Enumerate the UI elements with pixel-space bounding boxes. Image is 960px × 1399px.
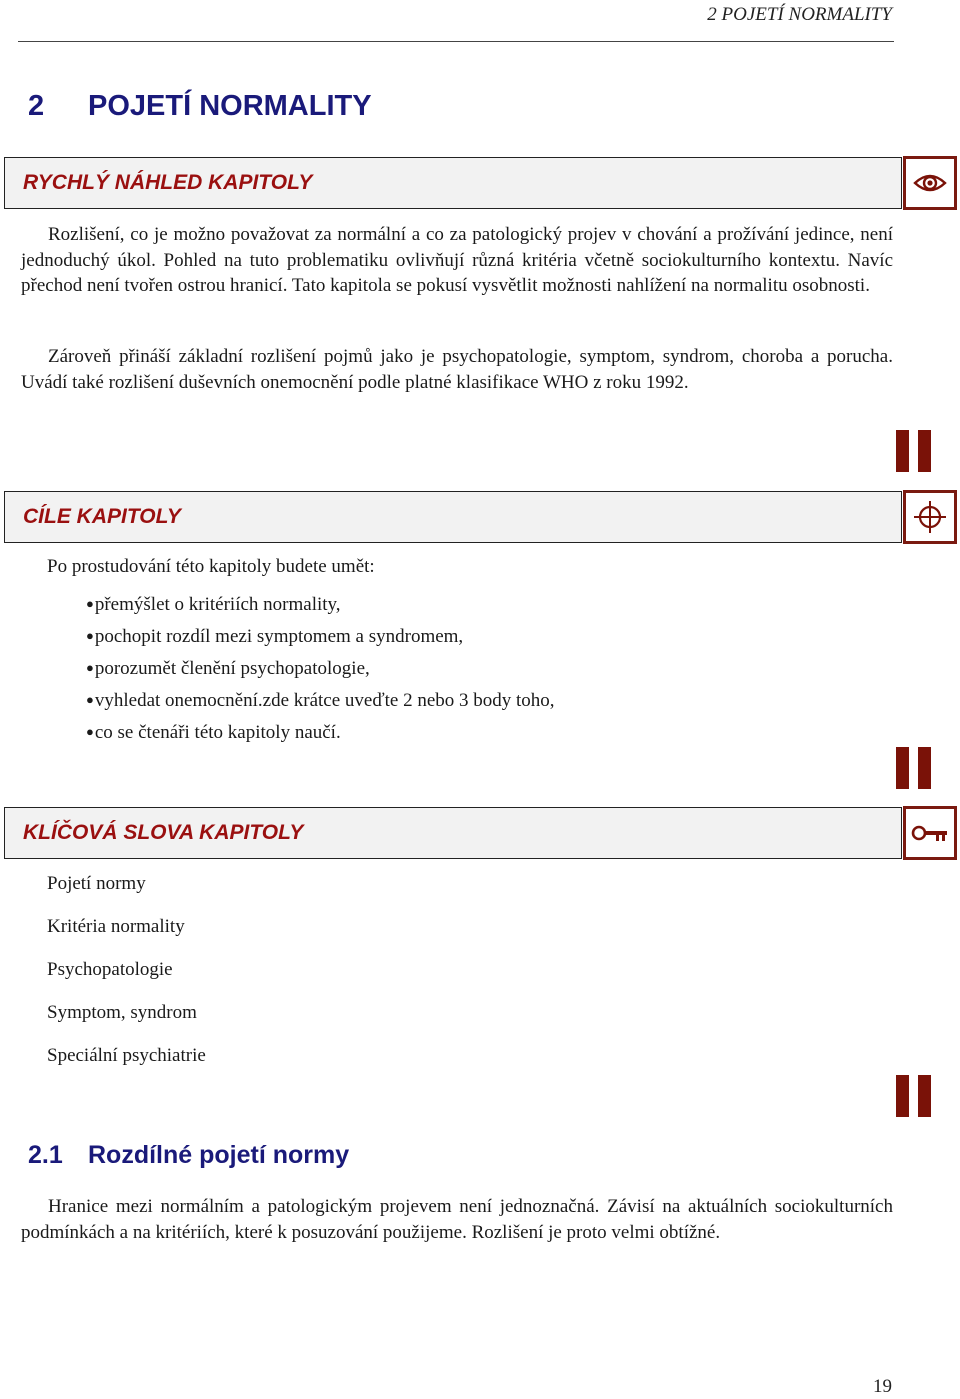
goals-intro: Po prostudování této kapitoly budete umět: xyxy=(47,556,375,577)
overview-paragraph-2: Zároveň přináší základní rozlišení pojmů jako je psychopatologie, symptom, syndrom, choroba a porucha. Uvádí také rozlišení duševních onemocnění podle platné klasifikace WHO z roku 1992. xyxy=(21,346,893,393)
list-item: ●přemýšlet o kritériích normality, xyxy=(86,594,341,615)
key-icon xyxy=(910,821,950,845)
list-item: ●porozumět členění psychopatologie, xyxy=(86,658,370,679)
overview-title: RYCHLÝ NÁHLED KAPITOLY xyxy=(23,171,313,194)
section-paragraph: Hranice mezi normálním a patologickým projevem není jednoznačná. Závisí na aktuálních sociokulturních podmínkách a na kritériích, které k posuzování použijeme. Rozlišení je proto velmi obtížné. xyxy=(21,1196,893,1243)
page-number: 19 xyxy=(873,1376,892,1397)
list-item: ●co se čtenáři této kapitoly naučí. xyxy=(86,722,341,743)
header-rule xyxy=(18,41,894,42)
section-end-mark xyxy=(896,430,932,472)
overview-box-header xyxy=(4,157,902,209)
chapter-title-text: POJETÍ NORMALITY xyxy=(88,90,372,122)
section-title xyxy=(28,1141,349,1170)
list-item: Pojetí normy xyxy=(47,873,146,894)
goals-title: CÍLE KAPITOLY xyxy=(23,505,181,528)
section-end-mark xyxy=(896,1075,932,1117)
section-title-text: Rozdílné pojetí normy xyxy=(88,1141,350,1169)
list-item: ●pochopit rozdíl mezi symptomem a syndromem, xyxy=(86,626,464,647)
list-item: Symptom, syndrom xyxy=(47,1002,197,1023)
keywords-list xyxy=(47,870,206,1085)
keywords-title: KLÍČOVÁ SLOVA KAPITOLY xyxy=(23,821,304,844)
goals-icon-box xyxy=(903,490,957,544)
list-item: Psychopatologie xyxy=(47,959,173,980)
running-head: 2 POJETÍ NORMALITY xyxy=(707,4,892,25)
eye-icon xyxy=(913,172,947,194)
keywords-icon-box xyxy=(903,806,957,860)
keywords-box-header xyxy=(4,807,902,859)
goals-list xyxy=(86,588,555,748)
list-item: Speciální psychiatrie xyxy=(47,1045,206,1066)
chapter-title xyxy=(28,90,372,123)
crosshair-icon xyxy=(912,499,948,535)
list-item: ●vyhledat onemocnění.zde krátce uveďte 2 nebo 3 body toho, xyxy=(86,690,555,711)
section-number: 2.1 xyxy=(28,1141,63,1169)
list-item: Kritéria normality xyxy=(47,916,185,937)
overview-icon-box xyxy=(903,156,957,210)
section-end-mark xyxy=(896,747,932,789)
overview-paragraph-1: Rozlišení, co je možno považovat za normální a co za patologický projev v chování a prožívání jedince, není jednoduchý úkol. Pohled na tuto problematiku ovlivňují různá kritéria včetně sociokulturního kontextu. Navíc přechod není tvořen ostrou hranicí. Tato kapitola se pokusí vysvětlit možnosti nahlížení na normalitu osobnosti. xyxy=(21,224,893,297)
goals-box-header xyxy=(4,491,902,543)
chapter-number: 2 xyxy=(28,90,45,122)
